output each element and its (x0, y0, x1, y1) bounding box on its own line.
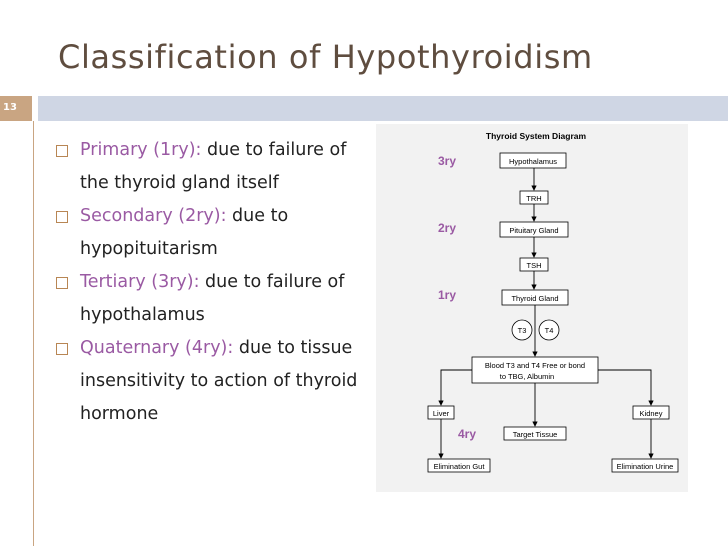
tsh-label: TSH (526, 261, 542, 270)
kidney-label: Kidney (639, 409, 663, 418)
liver-label: Liver (432, 409, 450, 418)
hypothalamus-label: Hypothalamus (509, 157, 557, 166)
bullet-square-icon (56, 343, 68, 355)
bullet-text: due to failure of hypothalamus (80, 272, 345, 325)
slide-title: Classification of Hypothyroidism (58, 38, 593, 76)
thyroid-label: Thyroid Gland (511, 294, 559, 303)
level-2ry-label: 2ry (438, 221, 457, 235)
left-vertical-rule (33, 121, 34, 546)
level-4ry-label: 4ry (458, 427, 477, 441)
diagram-title: Thyroid System Diagram (485, 131, 587, 141)
diagram-canvas (376, 124, 688, 492)
bullet-term: Quaternary (4ry): (80, 338, 234, 358)
t3-label: T3 (517, 326, 527, 335)
slide-number: 13 (3, 102, 17, 113)
elimination-gut-label: Elimination Gut (433, 462, 485, 471)
bullet-text: due to failure of the thyroid gland itself (80, 140, 347, 193)
thyroid-system-diagram (376, 124, 688, 492)
bullet-square-icon (56, 211, 68, 223)
elimination-urine-label: Elimination Urine (616, 462, 674, 471)
blood-label-line1: Blood T3 and T4 Free or bond (484, 361, 586, 370)
trh-label: TRH (526, 194, 542, 203)
blood-label-line2: to TBG, Albumin (499, 372, 555, 381)
t4-label: T4 (544, 326, 554, 335)
bullet-term: Primary (1ry): (80, 140, 202, 160)
pituitary-label: Pituitary Gland (509, 226, 559, 235)
bullet-secondary (54, 200, 364, 266)
diagram-arrows (441, 168, 651, 458)
bullet-term: Tertiary (3ry): (80, 272, 200, 292)
level-1ry-label: 1ry (438, 288, 457, 302)
bullet-square-icon (56, 277, 68, 289)
level-3ry-label: 3ry (438, 154, 457, 168)
title-divider-bar (38, 96, 728, 121)
bullet-tertiary (54, 266, 364, 332)
target-tissue-label: Target Tissue (512, 430, 558, 439)
bullet-text: due to hypopituitarism (80, 206, 289, 259)
bullet-quaternary (54, 332, 364, 431)
bullet-list (54, 134, 364, 431)
bullet-square-icon (56, 145, 68, 157)
bullet-text: due to tissue insensitivity to action of thyroid hormone (80, 338, 358, 424)
bullet-primary (54, 134, 364, 200)
bullet-term: Secondary (2ry): (80, 206, 227, 226)
